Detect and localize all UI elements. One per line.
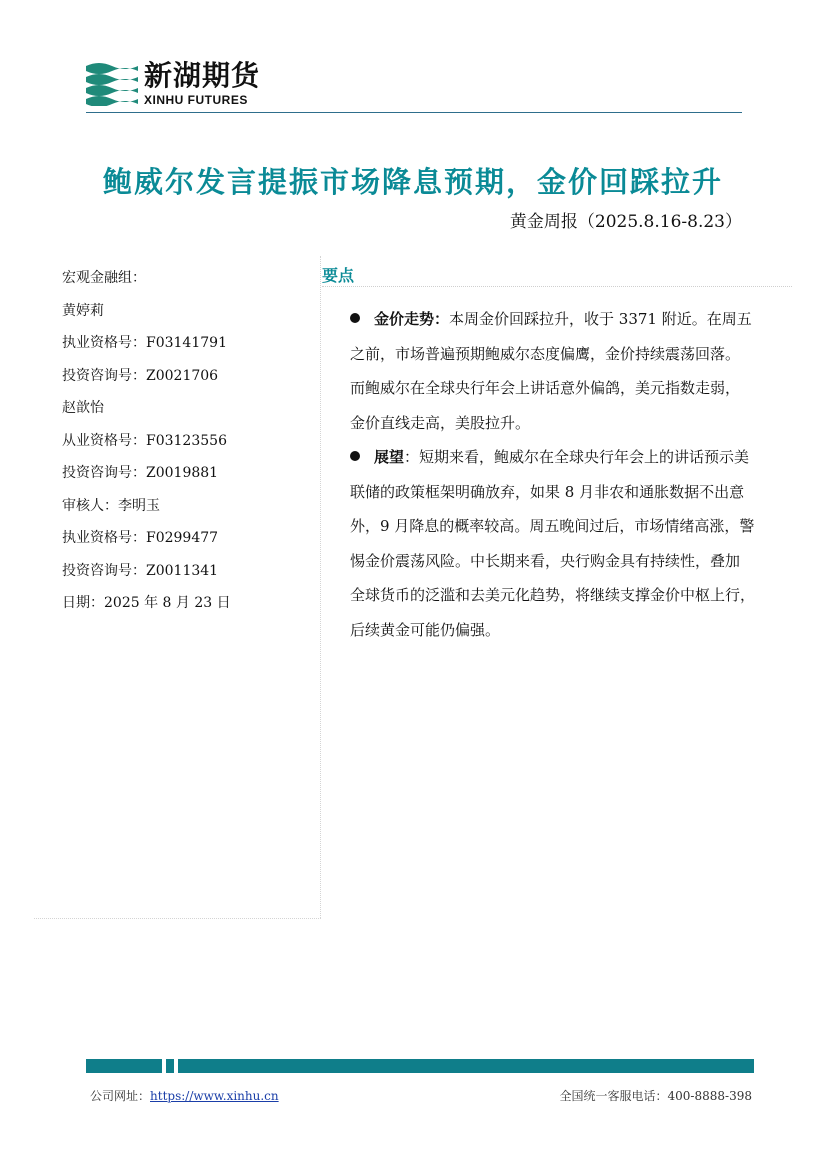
key-point-line: 金价直线走高，美股拉升。 — [350, 413, 531, 432]
website-link[interactable]: https://www.xinhu.cn — [150, 1089, 279, 1103]
bullet-icon — [350, 313, 360, 323]
key-point-price-trend — [350, 302, 796, 440]
logo-mark-icon — [86, 60, 138, 106]
author-line: 赵歆怡 — [62, 400, 104, 416]
key-point-line: 而鲍威尔在全球央行年会上讲话意外偏鸽，美元指数走弱， — [350, 379, 741, 397]
key-points-body — [350, 302, 796, 647]
key-point-outlook — [350, 440, 796, 647]
key-point-line: 本周金价回踩拉升，收于 3371 附近。在周五 — [449, 310, 752, 328]
author-line: 投资咨询号：Z0021706 — [62, 367, 219, 384]
author-line: 黄婷莉 — [62, 302, 104, 319]
website-label: 公司网址： — [90, 1089, 151, 1103]
sidebar-divider — [320, 256, 321, 918]
author-line: 从业资格号：F03123556 — [62, 432, 227, 449]
key-point-line: 联储的政策框架明确放弃，如果 8 月非农和通胀数据不出意 — [350, 482, 745, 501]
company-logo — [86, 58, 266, 110]
key-point-line: 全球货币的泛滥和去美元化趋势，将继续支撑金价中枢上行， — [350, 586, 756, 604]
report-date: 日期：2025 年 8 月 23 日 — [62, 595, 231, 611]
footer-hotline: 全国统一客服电话：400-8888-398 — [559, 1089, 752, 1103]
header-divider — [86, 112, 742, 113]
author-line: 投资咨询号：Z0011341 — [62, 562, 219, 579]
footer-website — [90, 1087, 279, 1104]
document-subtitle: 黄金周报（2025.8.16-8.23） — [509, 212, 742, 232]
key-points-heading: 要点 — [322, 266, 355, 285]
key-point-line: 惕金价震荡风险。中长期来看，央行购金具有持续性，叠加 — [350, 551, 741, 570]
reviewer-line: 审核人：李明玉 — [62, 497, 160, 514]
key-point-line: 外，9 月降息的概率较高。周五晚间过后，市场情绪高涨，警 — [350, 517, 755, 535]
sidebar-bottom-divider — [34, 918, 321, 919]
author-line: 执业资格号：F03141791 — [62, 335, 227, 351]
key-point-label: 金价走势： — [374, 310, 450, 328]
footer-bar — [86, 1059, 754, 1073]
key-point-line: 之前，市场普遍预期鲍威尔态度偏鹰，金价持续震荡回落。 — [350, 344, 741, 363]
logo-text-cn: 新湖期货 — [144, 59, 261, 92]
author-line: 投资咨询号：Z0019881 — [62, 465, 219, 481]
key-point-label: 展望 — [374, 448, 405, 466]
author-info — [62, 262, 312, 620]
key-point-line: ：短期来看，鲍威尔在全球央行年会上的讲话预示美 — [404, 448, 750, 466]
bullet-icon — [350, 451, 360, 461]
key-point-line: 后续黄金可能仍偏强。 — [350, 620, 501, 639]
document-title: 鲍威尔发言提振市场降息预期，金价回踩拉升 — [102, 165, 723, 199]
author-line: 执业资格号：F0299477 — [62, 530, 219, 546]
logo-text-en: XINHU FUTURES — [144, 93, 248, 107]
key-points-divider — [322, 286, 792, 287]
group-label: 宏观金融组： — [62, 270, 146, 286]
